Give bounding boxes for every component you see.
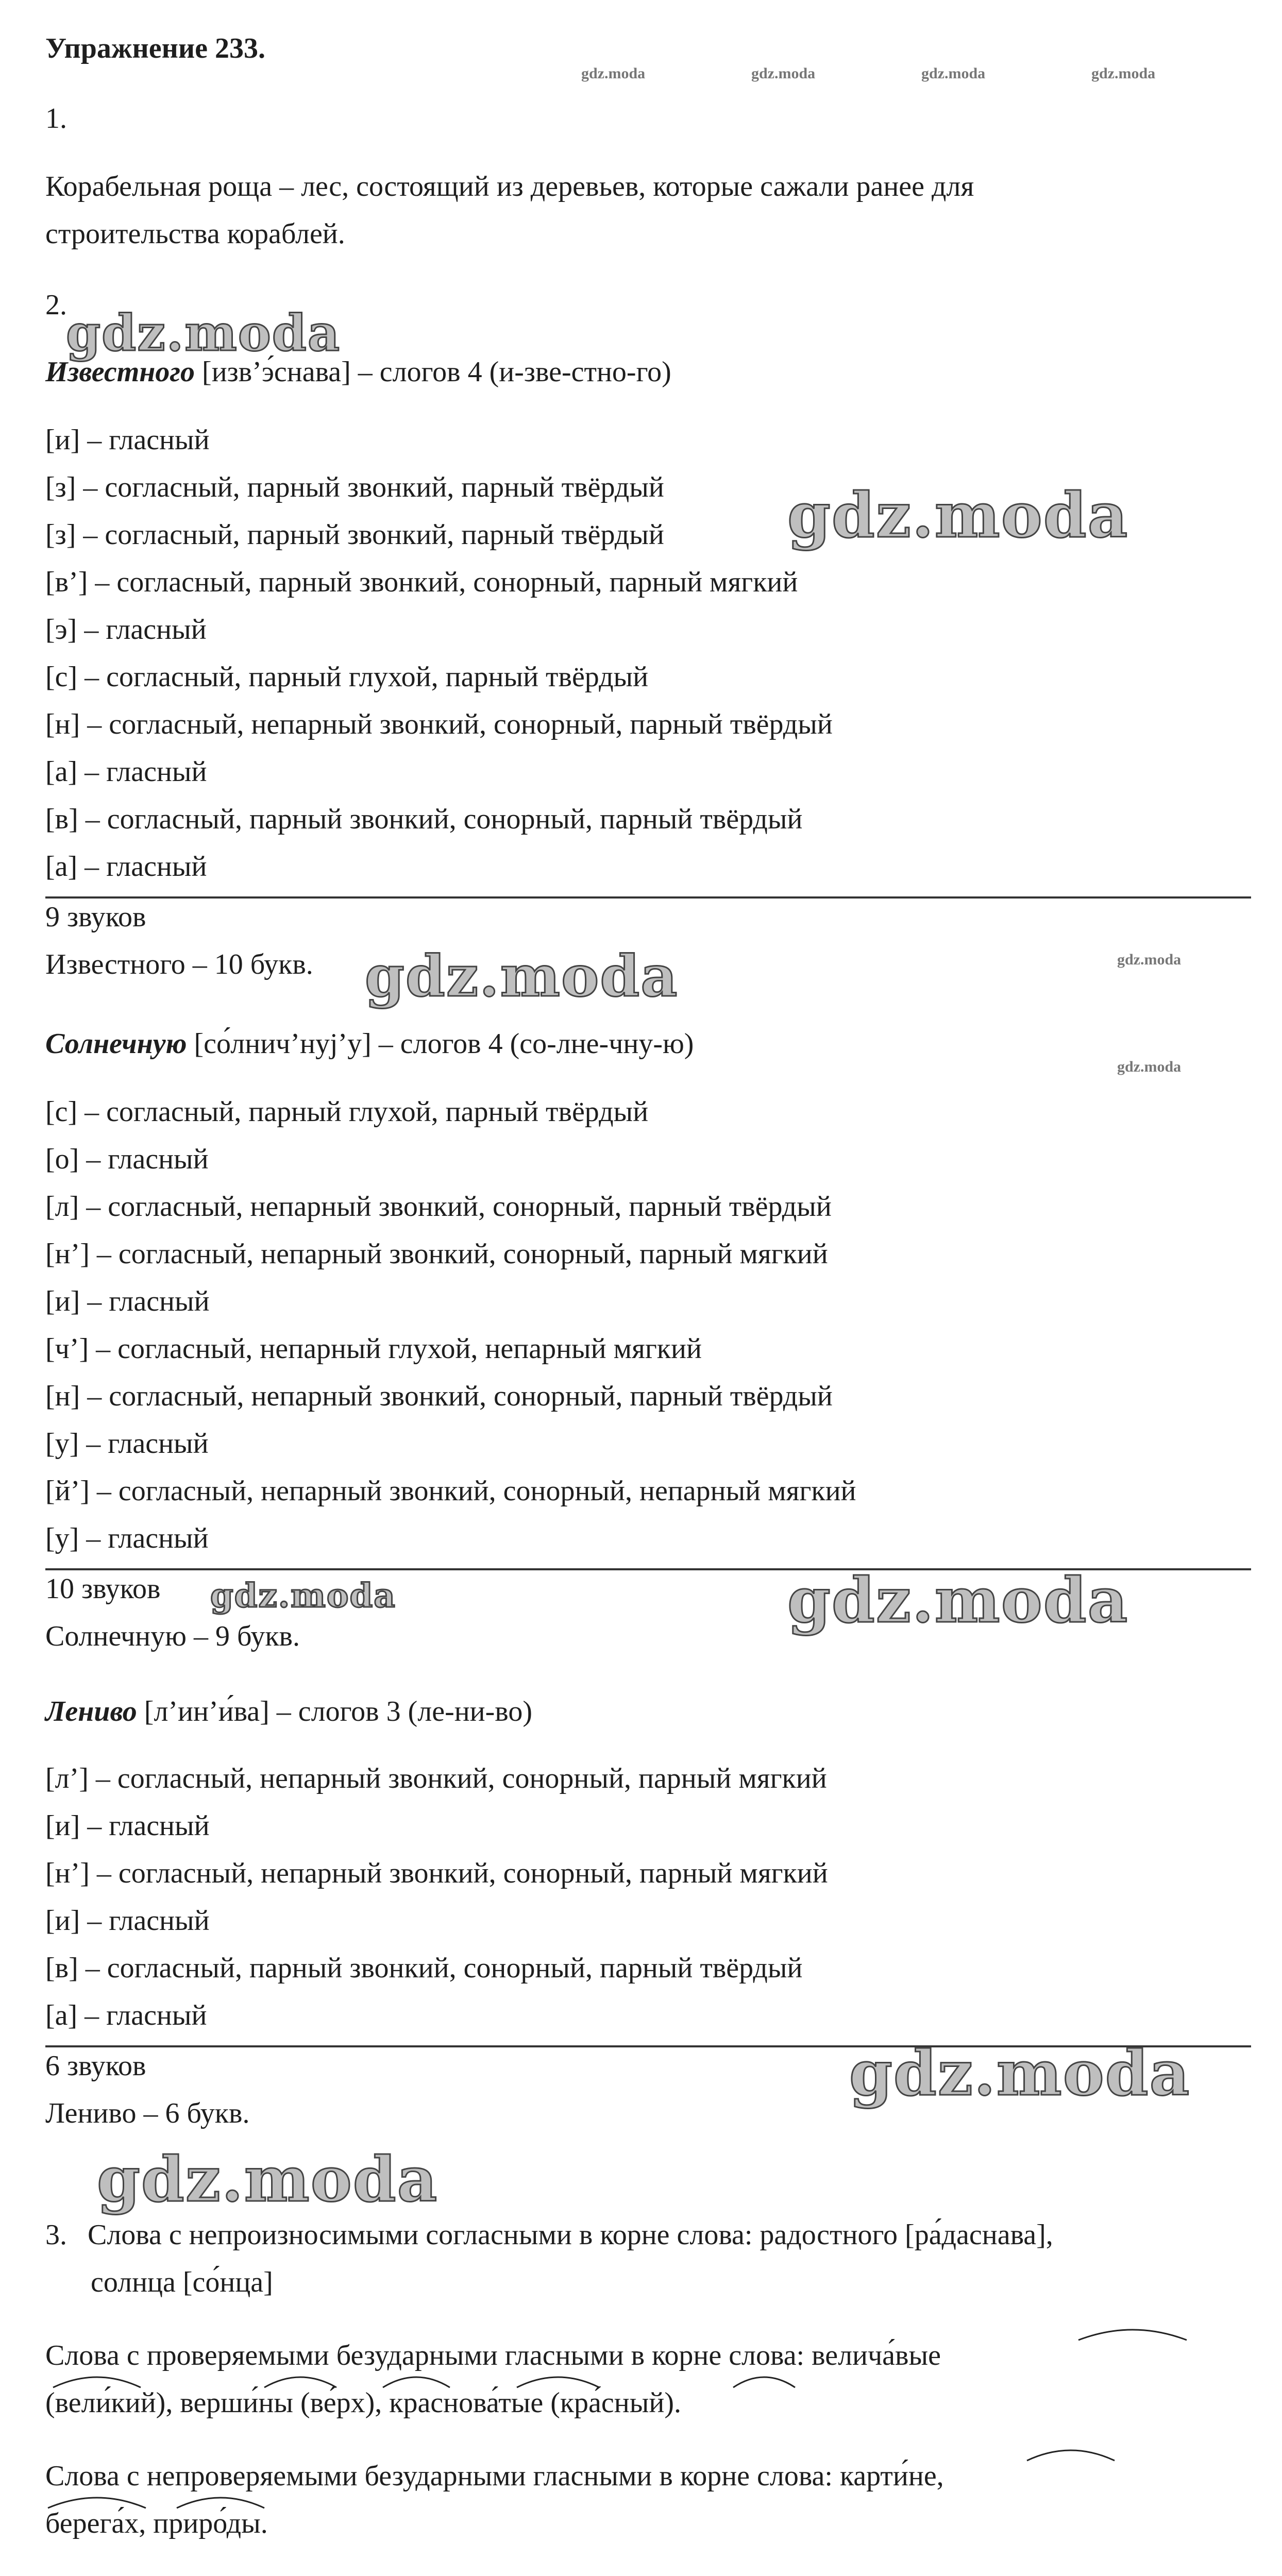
sound-line: [ч’] – согласный, непарный глухой, непарный мягкий <box>45 1333 702 1365</box>
watermark-big: gdz.moda <box>849 2037 1191 2110</box>
root-arc <box>1024 2445 1117 2466</box>
sound-line: [о] – гласный <box>45 1143 209 1175</box>
sound-line: [с] – согласный, парный глухой, парный твёрдый <box>45 661 649 693</box>
watermark-big: gdz.moda <box>66 304 341 362</box>
root-arc <box>45 2493 148 2513</box>
sound-line: [у] – гласный <box>45 1522 209 1554</box>
root-arc <box>380 2372 452 2393</box>
watermark-big: gdz.moda <box>97 2143 438 2216</box>
sound-line: [а] – гласный <box>45 756 207 788</box>
part3-text-line1: Слова с непроизносимыми согласными в корне слова: радостного [ра́даснава], <box>88 2219 1053 2251</box>
root-arc <box>262 2372 339 2393</box>
sound-line: [а] – гласный <box>45 1999 207 2031</box>
watermark-small: gdz.moda <box>1117 1058 1182 1075</box>
word-transcription: [со́лнич’нуj’у] – слогов 4 (со-лне-чну-ю) <box>187 1028 694 1060</box>
sound-line: [з] – согласный, парный звонкий, парный твёрдый <box>45 519 664 551</box>
part1-text-line1: Корабельная роща – лес, состоящий из деревьев, которые сажали ранее для <box>45 171 974 202</box>
sound-line: [в] – согласный, парный звонкий, сонорный, парный твёрдый <box>45 1952 803 1984</box>
word-transcription: [л’ин’и́ва] – слогов 3 (ле-ни-во) <box>137 1696 533 1727</box>
watermark-big: gdz.moda <box>210 1577 396 1615</box>
word-heading <box>45 1027 694 1060</box>
part3-line1 <box>45 2218 1053 2251</box>
word-title: Лениво <box>45 1696 137 1727</box>
watermark-big: gdz.moda <box>365 943 679 1009</box>
sound-line: [н] – согласный, непарный звонкий, сонорный, парный твёрдый <box>45 1380 833 1412</box>
watermark-small: gdz.moda <box>581 65 646 82</box>
sound-line: [в] – согласный, парный звонкий, сонорный, парный твёрдый <box>45 803 803 835</box>
sound-line: [л] – согласный, непарный звонкий, сонорный, парный твёрдый <box>45 1191 832 1223</box>
sound-line: [н’] – согласный, непарный звонкий, сонорный, парный мягкий <box>45 1238 828 1270</box>
part2-number: 2. <box>45 289 67 321</box>
letters-count: Известного – 10 букв. <box>45 948 313 980</box>
sound-line: [с] – согласный, парный глухой, парный твёрдый <box>45 1096 649 1128</box>
root-arc <box>514 2372 602 2393</box>
watermark-small: gdz.moda <box>1117 951 1182 968</box>
watermark-small: gdz.moda <box>751 65 816 82</box>
root-arc <box>1076 2325 1189 2345</box>
unchecked-vowels-line1: Слова с непроверяемыми безударными гласными в корне слова: карти́не, <box>45 2460 944 2492</box>
word-heading <box>45 355 671 388</box>
sound-line: [и] – гласный <box>45 1810 210 1842</box>
sound-line: [а] – гласный <box>45 851 207 883</box>
root-arc <box>174 2493 267 2513</box>
part1-text-line2: строительства кораблей. <box>45 218 345 250</box>
exercise-title: Упражнение 233. <box>45 32 266 64</box>
watermark-small: gdz.moda <box>1091 65 1156 82</box>
sounds-count: 6 звуков <box>45 2050 146 2082</box>
letters-count: Лениво – 6 букв. <box>45 2097 250 2129</box>
sounds-count: 10 звуков <box>45 1573 161 1605</box>
root-arc <box>50 2372 143 2393</box>
divider <box>45 896 1251 899</box>
sound-line: [й’] – согласный, непарный звонкий, сонорный, непарный мягкий <box>45 1475 856 1507</box>
sound-line: [н] – согласный, непарный звонкий, сонорный, парный твёрдый <box>45 708 833 740</box>
sound-line: [и] – гласный <box>45 1285 210 1317</box>
sounds-count: 9 звуков <box>45 901 146 933</box>
part3-text-line2: солнца [со́нца] <box>91 2266 273 2298</box>
sound-line: [э] – гласный <box>45 614 207 646</box>
sound-line: [у] – гласный <box>45 1428 209 1460</box>
sound-line: [в’] – согласный, парный звонкий, сонорный, парный мягкий <box>45 566 798 598</box>
word-title: Солнечную <box>45 1028 187 1060</box>
word-heading <box>45 1695 532 1728</box>
part3-number: 3. <box>45 2219 67 2251</box>
checked-vowels-line1: Слова с проверяемыми безударными гласными в корне слова: велича́вые <box>45 2340 941 2371</box>
checked-vowels-line2: (вели́кий), верши́ны (ве́рх), краснова́тые (кра́сный). <box>45 2387 681 2419</box>
watermark-big: gdz.moda <box>787 479 1129 552</box>
word-transcription: [изв’э́снава] – слогов 4 (и-зве-стно-го) <box>195 356 671 388</box>
sound-line: [з] – согласный, парный звонкий, парный твёрдый <box>45 471 664 503</box>
root-arc <box>731 2372 798 2393</box>
watermark-small: gdz.moda <box>921 65 986 82</box>
unchecked-vowels-line2: берега́х, приро́ды. <box>45 2507 268 2539</box>
sound-line: [н’] – согласный, непарный звонкий, сонорный, парный мягкий <box>45 1857 828 1889</box>
word-title: Известного <box>45 356 195 388</box>
sound-line: [и] – гласный <box>45 424 210 456</box>
sound-line: [л’] – согласный, непарный звонкий, сонорный, парный мягкий <box>45 1762 827 1794</box>
part1-number: 1. <box>45 103 67 134</box>
watermark-big: gdz.moda <box>787 1564 1129 1637</box>
letters-count: Солнечную – 9 букв. <box>45 1620 300 1652</box>
sound-line: [и] – гласный <box>45 1905 210 1937</box>
